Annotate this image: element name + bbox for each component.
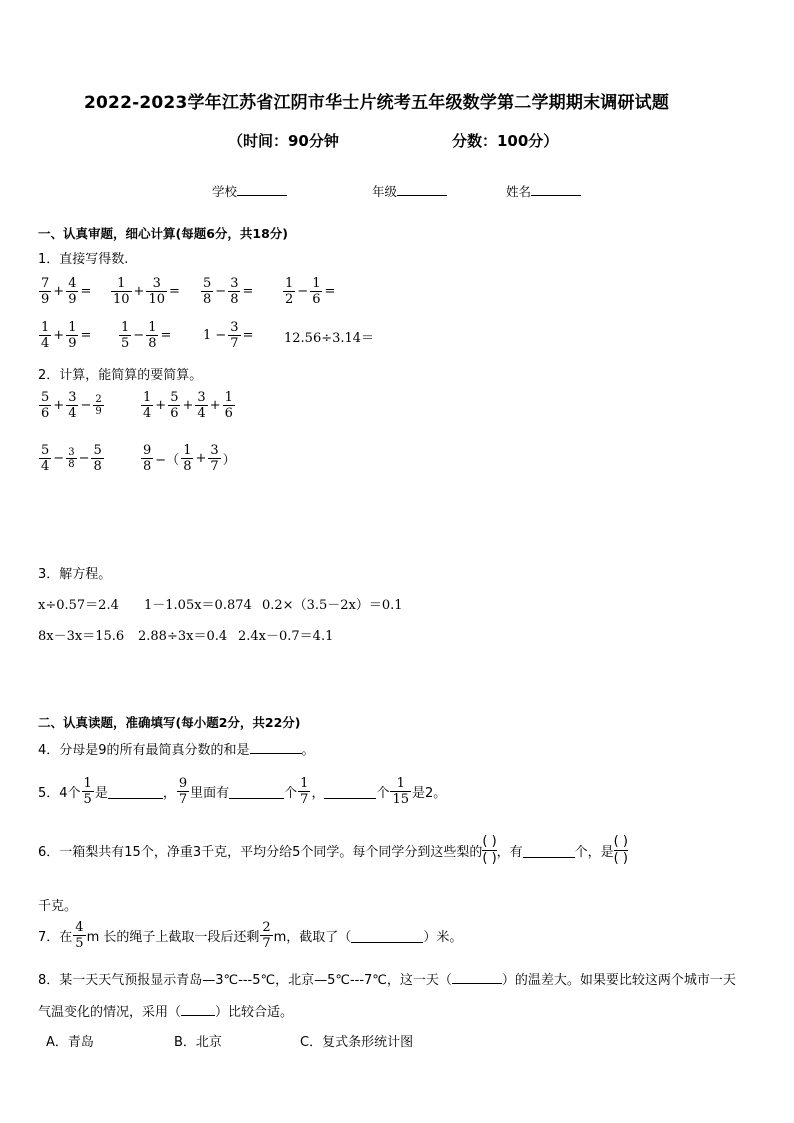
q5: 5．4个 $\frac{1}{5}$ 是 ， $\frac{9}{7}$ 里面有 个 $\frac{1}{7}$ ， 个 $\frac{1}{15}$ 是2。 (38, 776, 447, 807)
q2-expr1: $\frac{5}{6}$ + $\frac{3}{4}$ − $\frac{2}{9}$ (41, 390, 102, 421)
q6: 6．一箱梨共有15个，净重3千克，平均分给5个同学。每个同学分到这些梨的 $\frac{( )}{( )}$ ，有 个，是 $\frac{( )}{( )}$ (38, 834, 628, 866)
q2-expr4: $\frac{9}{8}$ −（ $\frac{1}{8}$ + $\frac{3}{7}$ ） (143, 443, 236, 474)
fraction: $\frac{3}{10}$ (148, 276, 165, 307)
q2-label: 2．计算，能简算的要简算。 (38, 368, 203, 383)
q3-label: 3．解方程。 (38, 567, 112, 582)
q1-r2-item1: $\frac{1}{4}$ + $\frac{1}{9}$ = (41, 320, 92, 351)
q8-option-c: C．复式条形统计图 (300, 1035, 414, 1050)
q5-blank1 (108, 784, 163, 799)
q1-r2-item4: 12.56÷3.14＝ (284, 331, 375, 346)
q6-blank (523, 843, 575, 858)
q8-blank1 (452, 969, 502, 984)
name-field (506, 181, 581, 200)
fraction: $\frac{7}{9}$ (41, 276, 50, 307)
school-field (212, 181, 287, 200)
q4-blank (250, 739, 302, 754)
q6-unit: 千克。 (38, 899, 78, 914)
q2-expr3: $\frac{5}{4}$ − $\frac{3}{8}$ − $\frac{5}{8}$ (41, 443, 102, 474)
fraction: $\frac{4}{9}$ (68, 276, 77, 307)
q8-option-a: A．青岛 (46, 1035, 94, 1050)
q3-eq2: 1－1.05x＝0.874 (144, 598, 252, 613)
grade-blank (397, 181, 447, 196)
q4: 4．分母是9的所有最简真分数的和是 。 (38, 739, 315, 758)
q1-r1-item4: $\frac{1}{2}$ − $\frac{1}{6}$ = (285, 276, 336, 307)
q8-line1: 8．某一天天气预报显示青岛—3℃---5℃，北京—5℃---7℃，这一天（ ）的温差大。如果要比较这两个城市一天 (38, 969, 736, 988)
paren-fraction: $\frac{( )}{( )}$ (482, 834, 497, 866)
q7: 7．在 $\frac{4}{5}$ m 长的绳子上截取一段后还剩 $\frac{2}{7}$ m，截取了（ ）米。 (38, 920, 463, 951)
q8-option-b: B．北京 (174, 1035, 222, 1050)
q5-blank3 (324, 784, 376, 799)
school-blank (237, 181, 287, 196)
q3-eq6: 2.4x－0.7＝4.1 (238, 629, 334, 644)
name-label: 姓名 (506, 184, 532, 199)
name-blank (531, 181, 581, 196)
q3-eq5: 2.88÷3x＝0.4 (138, 629, 228, 644)
q8-blank2 (181, 1001, 215, 1016)
fraction: $\frac{1}{8}$ (148, 320, 157, 351)
q5-blank2 (229, 784, 284, 799)
fraction: $\frac{1}{2}$ (285, 276, 294, 307)
exam-title: 2022-2023学年江苏省江阴市华士片统考五年级数学第二学期期末调研试题 (84, 93, 670, 113)
q1-r2-item3: 1 − $\frac{3}{7}$ = (203, 320, 254, 351)
q1-label: 1．直接写得数. (38, 252, 129, 267)
fraction: $\frac{5}{8}$ (203, 276, 212, 307)
section1-heading: 一、认真审题，细心计算(每题6分，共18分) (38, 226, 289, 241)
paren-fraction: $\frac{( )}{( )}$ (613, 834, 628, 866)
score-label: 分数：100分） (452, 132, 559, 150)
fraction: $\frac{1}{9}$ (68, 320, 77, 351)
q1-r2-item2: $\frac{1}{5}$ − $\frac{1}{8}$ = (121, 320, 172, 351)
time-label: （时间：90分钟 (228, 132, 339, 150)
q7-blank (351, 928, 423, 943)
q3-eq1: x÷0.57＝2.4 (38, 598, 119, 613)
fraction: $\frac{1}{4}$ (41, 320, 50, 351)
fraction: $\frac{3}{7}$ (230, 320, 239, 351)
fraction: $\frac{1}{6}$ (312, 276, 321, 307)
school-label: 学校 (212, 184, 238, 199)
q1-r1-item3: $\frac{5}{8}$ − $\frac{3}{8}$ = (203, 276, 254, 307)
q3-eq4: 8x－3x＝15.6 (38, 629, 125, 644)
q8-line2: 气温变化的情况，采用（ ）比较合适。 (38, 1001, 293, 1020)
fraction: $\frac{3}{8}$ (230, 276, 239, 307)
q3-eq3: 0.2×（3.5－2x）＝0.1 (262, 598, 403, 613)
grade-field (372, 181, 447, 200)
q1-r1-item2: $\frac{1}{10}$ + $\frac{3}{10}$ = (113, 276, 180, 307)
fraction: $\frac{1}{5}$ (121, 320, 130, 351)
q2-expr2: $\frac{1}{4}$ + $\frac{5}{6}$ + $\frac{3}{4}$ + $\frac{1}{6}$ (143, 390, 233, 421)
fraction: $\frac{1}{10}$ (113, 276, 130, 307)
grade-label: 年级 (372, 184, 398, 199)
section2-heading: 二、认真读题，准确填写(每小题2分，共22分) (38, 715, 301, 730)
q1-r1-item1: $\frac{7}{9}$ + $\frac{4}{9}$ = (41, 276, 92, 307)
